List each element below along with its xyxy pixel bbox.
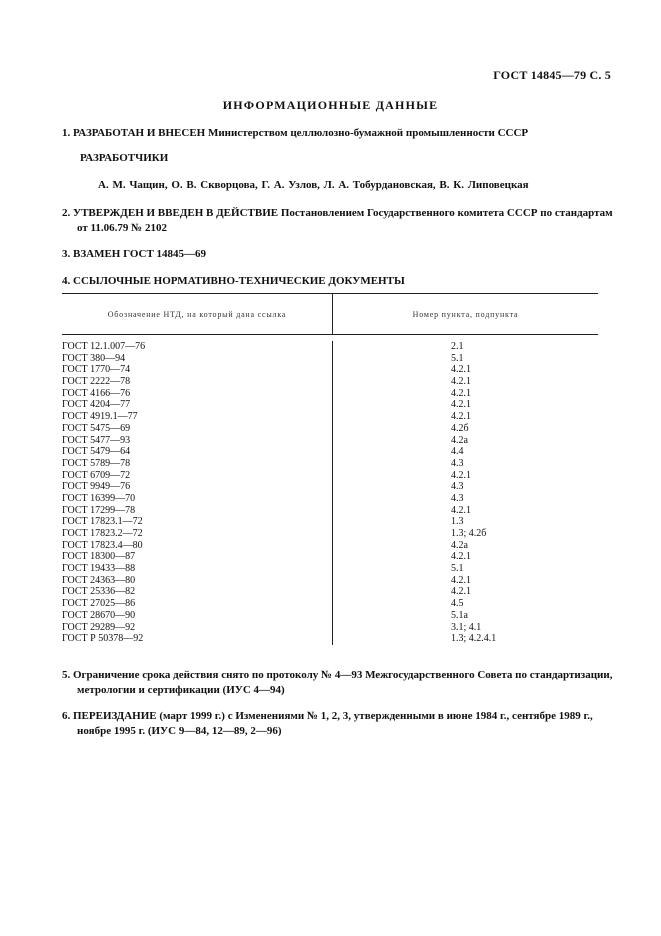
column-clauses (333, 341, 598, 645)
table-cell-clause: 4.2.1 (451, 574, 471, 586)
table-cell-clause: 4.2.1 (451, 376, 471, 388)
table-cell-document: ГОСТ 17823.2—72 (62, 528, 143, 539)
table-cell-document: ГОСТ 24363—80 (62, 574, 136, 586)
table-body (62, 335, 598, 645)
table-cell-document: ГОСТ 16399—70 (62, 492, 136, 504)
table-cell-clause: 4.2.1 (451, 364, 471, 376)
table-cell-document: ГОСТ 1770—74 (62, 364, 131, 376)
table-cell-document: ГОСТ 5789—78 (62, 457, 131, 469)
table-cell-clause: 4.2.1 (451, 586, 471, 598)
table-cell-clause: 4.2.1 (451, 504, 471, 516)
table-cell-clause: 4.2б (451, 422, 469, 434)
table-cell-document: ГОСТ 17299—78 (62, 504, 136, 516)
table-cell-document: ГОСТ 4166—76 (62, 387, 131, 399)
table-cell-clause: 1.3; 4.2.4.1 (451, 633, 497, 645)
section-5: 5. Ограничение срока действия снято по протоколу № 4—93 Межгосударственного Совета по стандартизации, метрологии и сертификации (ИУС 4—94) (62, 669, 613, 696)
table-cell-document: ГОСТ 17823.1—72 (62, 516, 143, 528)
table-cell-document: ГОСТ 25336—82 (62, 586, 136, 598)
table-cell-clause: 2.1 (451, 341, 464, 352)
table-cell-clause: 1.3; 4.2б (451, 528, 487, 539)
column-documents (62, 341, 333, 645)
table-cell-document: ГОСТ 29289—92 (62, 621, 136, 633)
section-1: 1. РАЗРАБОТАН И ВНЕСЕН Министерством целлюлозно-бумажной промышленности СССР (62, 127, 529, 139)
table-cell-clause: 4.4 (451, 446, 464, 458)
table-cell-clause: 4.5 (451, 598, 464, 610)
section-6: 6. ПЕРЕИЗДАНИЕ (март 1999 г.) с Изменениями № 1, 2, 3, утвержденными в июне 1984 г., сентябре 1989 г., ноябре 1995 г. (ИУС 9—84, 12—89, 2—96) (62, 710, 593, 737)
col-header-clause: Номер пункта, подпункта (412, 309, 519, 319)
table-cell-document: ГОСТ 27025—86 (62, 598, 136, 610)
table-cell-document: ГОСТ 5477—93 (62, 434, 131, 446)
table-cell-document: ГОСТ 380—94 (62, 352, 126, 364)
page-header: ГОСТ 14845—79 С. 5 (493, 68, 611, 82)
table-cell-document: ГОСТ 17823.4—80 (62, 539, 143, 551)
table-cell-document: ГОСТ 4204—77 (62, 399, 131, 411)
page-title: ИНФОРМАЦИОННЫЕ ДАННЫЕ (222, 98, 439, 112)
table-cell-clause: 4.2.1 (451, 387, 471, 399)
table-cell-document: ГОСТ 4919.1—77 (62, 411, 138, 423)
table-cell-document: ГОСТ Р 50378—92 (62, 633, 144, 645)
reference-table (62, 293, 598, 648)
developers-names: А. М. Чащин, О. В. Скворцова, Г. А. Узлов, Л. А. Тобурдановская, В. К. Липовецкая (98, 179, 529, 191)
table-cell-clause: 4.2.1 (451, 469, 471, 481)
table-cell-document: ГОСТ 28670—90 (62, 609, 136, 621)
developers-label: РАЗРАБОТЧИКИ (80, 152, 169, 164)
section-4: 4. ССЫЛОЧНЫЕ НОРМАТИВНО-ТЕХНИЧЕСКИЕ ДОКУМЕНТЫ (62, 275, 405, 287)
table-cell-clause: 5.1 (451, 563, 464, 575)
col-header-document: Обозначение НТД, на который дана ссылка (62, 294, 333, 334)
table-cell-document: ГОСТ 18300—87 (62, 551, 136, 563)
table-cell-document: ГОСТ 2222—78 (62, 376, 131, 388)
table-cell-clause: 4.2.1 (451, 411, 471, 423)
table-header (62, 294, 598, 335)
section-2: 2. УТВЕРЖДЕН И ВВЕДЕН В ДЕЙСТВИЕ Постановлением Государственного комитета СССР по стандартам от 11.06.79 № 2102 (62, 207, 613, 234)
table-cell-document: ГОСТ 19433—88 (62, 563, 136, 575)
table-cell-document: ГОСТ 9949—76 (62, 481, 131, 493)
table-cell-document: ГОСТ 5479—64 (62, 446, 131, 458)
table-cell-clause: 1.3 (451, 516, 464, 528)
table-cell-document: ГОСТ 12.1.007—76 (62, 341, 146, 352)
table-cell-clause: 4.2а (451, 539, 468, 551)
table-cell-document: ГОСТ 6709—72 (62, 469, 131, 481)
table-cell-clause: 3.1; 4.1 (451, 621, 482, 633)
table-cell-clause: 4.2.1 (451, 551, 471, 563)
table-cell-clause: 4.3 (451, 492, 464, 504)
table-cell-clause: 4.3 (451, 481, 464, 493)
table-cell-clause: 5.1а (451, 609, 468, 621)
section-3: 3. ВЗАМЕН ГОСТ 14845—69 (62, 248, 207, 260)
table-cell-document: ГОСТ 5475—69 (62, 422, 131, 434)
table-cell-clause: 4.2.1 (451, 399, 471, 411)
table-cell-clause: 4.2а (451, 434, 468, 446)
table-cell-clause: 4.3 (451, 457, 464, 469)
table-cell-clause: 5.1 (451, 352, 464, 364)
